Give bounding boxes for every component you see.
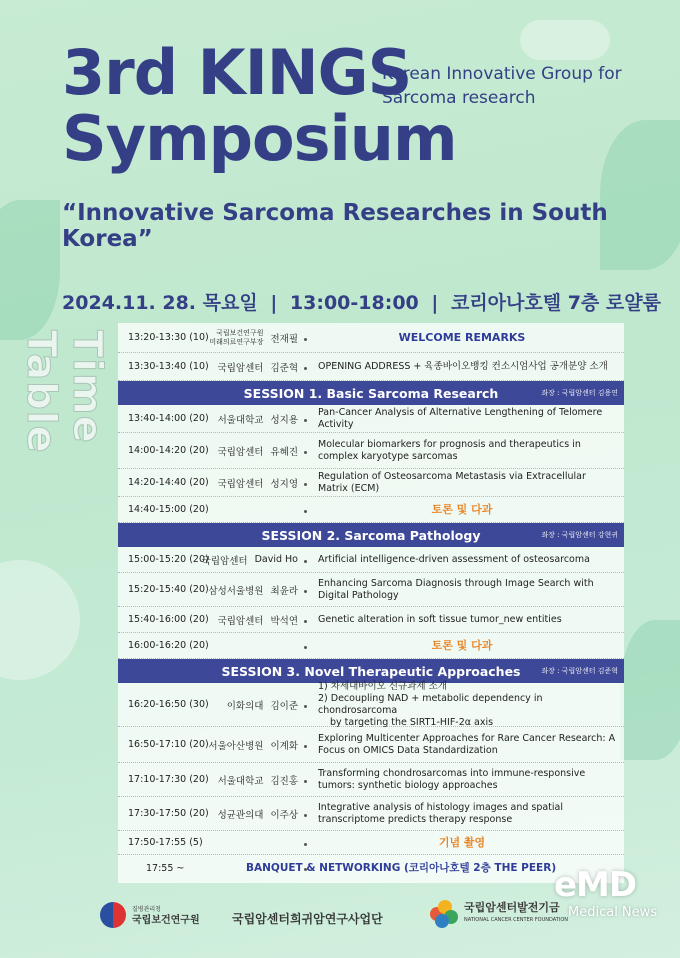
org-line1: Korean Innovative Group for — [382, 64, 622, 84]
speaker-name: 이주상 — [270, 809, 298, 821]
schedule-row — [118, 831, 624, 855]
speaker-org-line: 국립보건연구원 — [216, 328, 264, 337]
row-topic: Molecular biomarkers for prognosis and therapeutics in complex karyotype sarcomas — [318, 438, 581, 462]
row-time: 13:30-13:40 (10) — [128, 361, 209, 372]
emd-watermark — [554, 865, 658, 920]
schedule-row — [118, 797, 624, 831]
bg-leaf — [0, 200, 60, 340]
row-time: 14:00-14:20 (20) — [128, 445, 209, 456]
speaker-name: 최윤라 — [270, 585, 298, 597]
taegeuk-icon — [100, 902, 126, 928]
row-time: 17:55 ~ — [146, 862, 185, 874]
row-speaker — [210, 412, 306, 426]
speaker-org: 이화의대 — [226, 700, 264, 712]
speaker-org — [209, 329, 263, 347]
speaker-org: 서울대학교 — [217, 414, 264, 426]
row-topic: Enhancing Sarcoma Diagnosis through Image Search with Digital Pathology — [318, 577, 594, 601]
ncc-name: 국립암센터발전기금 — [464, 901, 560, 914]
speaker-org: 삼성서울병원 — [208, 585, 264, 597]
speaker-org: 성균관의대 — [217, 809, 264, 821]
schedule-row — [118, 497, 624, 523]
row-time: 15:00-15:20 (20) — [128, 554, 209, 565]
row-topic: Integrative analysis of histology images and spatial transcriptome predicts therapy response — [318, 801, 564, 825]
row-time: 14:40-15:00 (20) — [128, 504, 209, 515]
row-topic: Pan-Cancer Analysis of Alternative Lengthening of Telomere Activity — [318, 406, 603, 430]
session-header — [118, 659, 624, 683]
schedule-row — [118, 573, 624, 607]
row-time: 17:10-17:30 (20) — [128, 774, 209, 785]
row-time: 13:40-14:00 (20) — [128, 413, 209, 424]
org-line2: Sarcoma research — [382, 88, 536, 108]
title-line2: Symposium — [62, 102, 457, 175]
session-title: SESSION 1. Basic Sarcoma Research — [243, 385, 499, 401]
schedule-row — [118, 633, 624, 659]
event-info — [62, 288, 667, 315]
row-speaker — [210, 476, 306, 490]
ncc-foundation-logo — [430, 900, 568, 928]
schedule-row — [118, 469, 624, 497]
kdca-name: 국립보건연구원 — [132, 915, 200, 926]
speaker-org: 서울아산병원 — [208, 740, 264, 752]
row-topic: BANQUET & NETWORKING (코리아나호텔 2층 THE PEER) — [246, 862, 557, 874]
session-header — [118, 381, 624, 405]
flower-icon — [430, 900, 458, 928]
row-time: 16:00-16:20 (20) — [128, 640, 209, 651]
speaker-org: 국립암센터 — [217, 615, 264, 627]
row-time: 15:20-15:40 (20) — [128, 584, 209, 595]
row-speaker — [210, 613, 306, 627]
schedule-row — [118, 405, 624, 433]
session-header — [118, 523, 624, 547]
symposium-theme: “Innovative Sarcoma Researches in South Korea” — [62, 200, 608, 252]
row-speaker — [210, 698, 306, 712]
bg-decoration — [0, 560, 80, 680]
row-topic: Genetic alteration in soft tissue tumor_new entities — [318, 613, 562, 625]
schedule-row — [118, 433, 624, 469]
timetable-label: Time Table — [18, 330, 110, 454]
schedule-row — [118, 763, 624, 797]
row-topic: 토론 및 다과 — [431, 638, 493, 652]
schedule-row — [118, 680, 624, 728]
row-speaker — [210, 807, 306, 821]
row-time: 14:20-14:40 (20) — [128, 477, 209, 488]
kdca-top: 질병관리청 — [132, 906, 161, 913]
schedule-row — [118, 607, 624, 633]
row-time: 17:50-17:55 (5) — [128, 837, 203, 848]
row-time: 16:50-17:10 (20) — [128, 739, 209, 750]
row-speaker — [210, 444, 306, 458]
speaker-org: 서울대학교 — [217, 775, 264, 787]
bg-decoration — [520, 20, 610, 60]
schedule-row — [118, 353, 624, 381]
speaker-name: 전재필 — [270, 333, 298, 345]
speaker-name: 김준혁 — [270, 362, 298, 374]
emd-subtitle: Medical News — [568, 905, 658, 920]
kdca-logo — [100, 902, 200, 928]
speaker-name: 성지용 — [270, 414, 298, 426]
topic-line: 1) 차세대바이오 신규과제 소개 — [318, 680, 447, 692]
separator: | — [270, 292, 278, 314]
speaker-org: 국립암센터 — [201, 555, 248, 567]
session-chair: 좌장 : 국립암센터 김준혁 — [541, 667, 618, 675]
speaker-org: 국립암센터 — [217, 362, 264, 374]
session-chair: 좌장 : 국립암센터 강현귀 — [541, 531, 618, 539]
ncc-en: NATIONAL CANCER CENTER FOUNDATION — [464, 917, 569, 923]
emd-logo: eMD — [554, 865, 637, 905]
session-title: SESSION 2. Sarcoma Pathology — [261, 527, 481, 543]
row-time: 13:20-13:30 (10) — [128, 332, 209, 343]
bg-leaf — [620, 620, 680, 760]
schedule-row — [118, 727, 624, 763]
speaker-name: 박석연 — [270, 615, 298, 627]
schedule-row — [118, 547, 624, 573]
topic-line: by targeting the SIRT1-HIF-2α axis — [330, 716, 494, 728]
speaker-name: David Ho — [254, 554, 298, 565]
speaker-name: 유혜진 — [270, 446, 298, 458]
event-time: 13:00-18:00 — [289, 292, 419, 314]
event-date: 2024.11. 28. 목요일 — [62, 292, 258, 314]
rare-cancer-program-logo: 국립암센터희귀암연구사업단 — [232, 912, 383, 926]
row-topic: WELCOME REMARKS — [398, 330, 526, 344]
title-line1: 3rd KINGS — [62, 36, 412, 109]
row-speaker — [210, 360, 306, 374]
separator: | — [431, 292, 439, 314]
speaker-org: 국립암센터 — [217, 446, 264, 458]
session-chair: 좌장 : 국립암센터 김용연 — [541, 389, 618, 397]
row-speaker — [201, 553, 306, 567]
row-time: 15:40-16:00 (20) — [128, 614, 209, 625]
event-venue: 코리아나호텔 7층 로얄룸 — [450, 292, 661, 314]
schedule-row — [118, 323, 624, 353]
ncc-text — [464, 901, 568, 927]
row-time: 16:20-16:50 (30) — [128, 699, 209, 710]
row-speaker — [210, 738, 306, 752]
row-topic — [306, 681, 624, 729]
row-time: 17:30-17:50 (20) — [128, 808, 209, 819]
row-topic: OPENING ADDRESS + 육종바이오뱅킹 컨소시엄사업 공개분양 소개 — [318, 360, 608, 372]
kdca-text — [132, 904, 200, 926]
speaker-name: 성지영 — [270, 478, 298, 490]
row-topic: 기념 촬영 — [438, 835, 486, 849]
row-speaker — [210, 773, 306, 787]
schedule-table — [118, 323, 624, 883]
row-speaker — [210, 329, 306, 347]
row-topic: Artificial intelligence-driven assessment of osteosarcoma — [318, 553, 590, 565]
organization-name — [382, 62, 622, 110]
row-topic: 토론 및 다과 — [431, 502, 493, 516]
speaker-org-line: 미래의료연구부장 — [209, 337, 264, 346]
row-topic: Transforming chondrosarcomas into immune-responsive tumors: synthetic biology approaches — [318, 767, 586, 791]
speaker-name: 김이준 — [270, 700, 298, 712]
row-speaker — [210, 583, 306, 597]
speaker-org: 국립암센터 — [217, 478, 264, 490]
row-topic: Exploring Multicenter Approaches for Rare Cancer Research: A Focus on OMICS Data Standardization — [318, 732, 616, 756]
speaker-name: 이계화 — [270, 740, 298, 752]
topic-line: 2) Decoupling NAD + metabolic dependency in chondrosarcoma — [318, 692, 543, 716]
row-topic: Regulation of Osteosarcoma Metastasis via Extracellular Matrix (ECM) — [318, 470, 586, 494]
schedule-row — [118, 855, 624, 881]
speaker-name: 김진홍 — [270, 775, 298, 787]
session-title: SESSION 3. Novel Therapeutic Approaches — [221, 663, 521, 679]
